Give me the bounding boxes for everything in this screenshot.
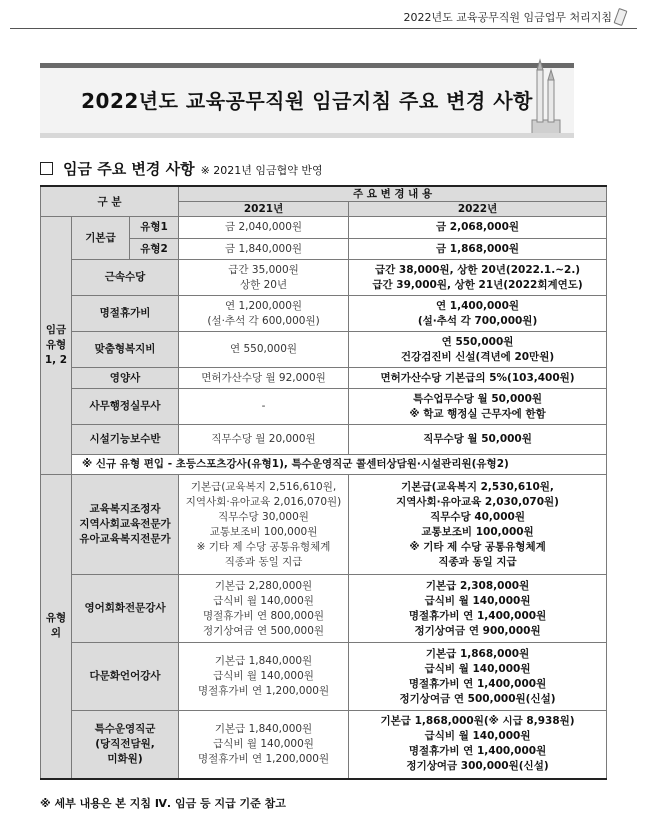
type1-2021: 금 2,040,000원 xyxy=(179,217,349,239)
edu-welfare-label: 교육복지조정자 지역사회교육전문가 유아교육복지전문가 xyxy=(72,475,179,575)
header-changes: 주 요 변 경 내 용 xyxy=(179,186,607,202)
admin-2021: - xyxy=(179,389,349,425)
multicultural-2022: 기본급 1,868,000원 급식비 월 140,000원 명절휴가비 연 1,400,000원 정기상여금 연 500,000원(신설) xyxy=(349,643,607,711)
tenure-label: 근속수당 xyxy=(72,260,179,296)
group-label-other: 유형 외 xyxy=(41,475,72,779)
group-label-type12: 임금 유형 1, 2 xyxy=(41,217,72,475)
running-header-text: 2022년도 교육공무직원 임금업무 처리지침 xyxy=(403,11,612,24)
holiday-label: 명절휴가비 xyxy=(72,296,179,332)
edu-welfare-2022: 기본급(교육복지 2,530,610원, 지역사회·유아교육 2,030,070원) 직무수당 40,000원 교통보조비 100,000원 ※ 기타 제 수당 공통유형체계 직종과 동일 지급 xyxy=(349,475,607,575)
section-heading xyxy=(40,158,323,179)
edu-welfare-2021: 기본급(교육복지 2,516,610원, 지역사회·유아교육 2,016,070원) 직무수당 30,000원 교통보조비 100,000원 ※ 기타 제 수당 공통유형체계 직종과 동일 지급 xyxy=(179,475,349,575)
title-box xyxy=(40,63,574,133)
holiday-2022: 연 1,400,000원 (설·추석 각 700,000원) xyxy=(349,296,607,332)
type1-2022: 금 2,068,000원 xyxy=(349,217,607,239)
admin-2022-text: 특수업무수당 월 50,000원 ※ 학교 행정실 근무자에 한함 xyxy=(409,392,546,420)
holiday-2021: 연 1,200,000원 (설·추석 각 600,000원) xyxy=(179,296,349,332)
welfare-2022: 연 550,000원 건강검진비 신설(격년에 20만원) xyxy=(349,332,607,368)
facility-2021: 직무수당 월 20,000원 xyxy=(179,425,349,455)
header-divider xyxy=(10,28,637,29)
section-note: ※ 2021년 임금협약 반영 xyxy=(200,164,323,177)
pencil-icon xyxy=(614,8,628,26)
basic-pay-label: 기본급 xyxy=(72,217,130,260)
header-category: 구 분 xyxy=(41,186,179,217)
tenure-2022: 급간 38,000원, 상한 20년(2022.1.~2.) 급간 39,000원, 상한 21년(2022회계연도) xyxy=(349,260,607,296)
checkbox-square-icon xyxy=(40,162,53,175)
type2-2021: 금 1,840,000원 xyxy=(179,239,349,260)
english-2021: 기본급 2,280,000원 급식비 월 140,000원 명절휴가비 연 800,000원 정기상여금 연 500,000원 xyxy=(179,575,349,643)
multicultural-label: 다문화언어강사 xyxy=(72,643,179,711)
section-title: 임금 주요 변경 사항 xyxy=(63,160,195,178)
special-ops-label: 특수운영직군 (당직전담원, 미화원) xyxy=(72,711,179,779)
type2-label: 유형2 xyxy=(130,239,179,260)
english-label: 영어회화전문강사 xyxy=(72,575,179,643)
admin-2022 xyxy=(349,389,607,425)
title-shadow xyxy=(40,133,574,138)
footer-note: ※ 세부 내용은 본 지침 Ⅳ. 임금 등 지급 기준 참고 xyxy=(40,797,286,810)
type2-2022: 금 1,868,000원 xyxy=(349,239,607,260)
welfare-label: 맞춤형복지비 xyxy=(72,332,179,368)
admin-label: 사무행정실무사 xyxy=(72,389,179,425)
tenure-2021: 급간 35,000원 상한 20년 xyxy=(179,260,349,296)
running-header xyxy=(404,9,626,25)
facility-2022: 직무수당 월 50,000원 xyxy=(349,425,607,455)
type1-label: 유형1 xyxy=(130,217,179,239)
nutrition-2021: 면허가산수당 월 92,000원 xyxy=(179,368,349,389)
page-title: 2022년도 교육공무직원 임금지침 주요 변경 사항 xyxy=(81,89,533,113)
changes-table xyxy=(40,185,607,780)
multicultural-2021: 기본급 1,840,000원 급식비 월 140,000원 명절휴가비 연 1,200,000원 xyxy=(179,643,349,711)
header-2022: 2022년 xyxy=(349,202,607,217)
header-2021: 2021년 xyxy=(179,202,349,217)
facility-label: 시설기능보수반 xyxy=(72,425,179,455)
welfare-2021: 연 550,000원 xyxy=(179,332,349,368)
special-ops-2021: 기본급 1,840,000원 급식비 월 140,000원 명절휴가비 연 1,200,000원 xyxy=(179,711,349,779)
pencils-icon xyxy=(526,50,566,140)
english-2022: 기본급 2,308,000원 급식비 월 140,000원 명절휴가비 연 1,400,000원 정기상여금 연 900,000원 xyxy=(349,575,607,643)
special-ops-2022: 기본급 1,868,000원(※ 시급 8,938원) 급식비 월 140,000원 명절휴가비 연 1,400,000원 정기상여금 300,000원(신설) xyxy=(349,711,607,779)
nutrition-label: 영양사 xyxy=(72,368,179,389)
nutrition-2022: 면허가산수당 기본급의 5%(103,400원) xyxy=(349,368,607,389)
new-type-note: ※ 신규 유형 편입 - 초등스포츠강사(유형1), 특수운영직군 콜센터상담원·시설관리원(유형2) xyxy=(72,455,607,475)
